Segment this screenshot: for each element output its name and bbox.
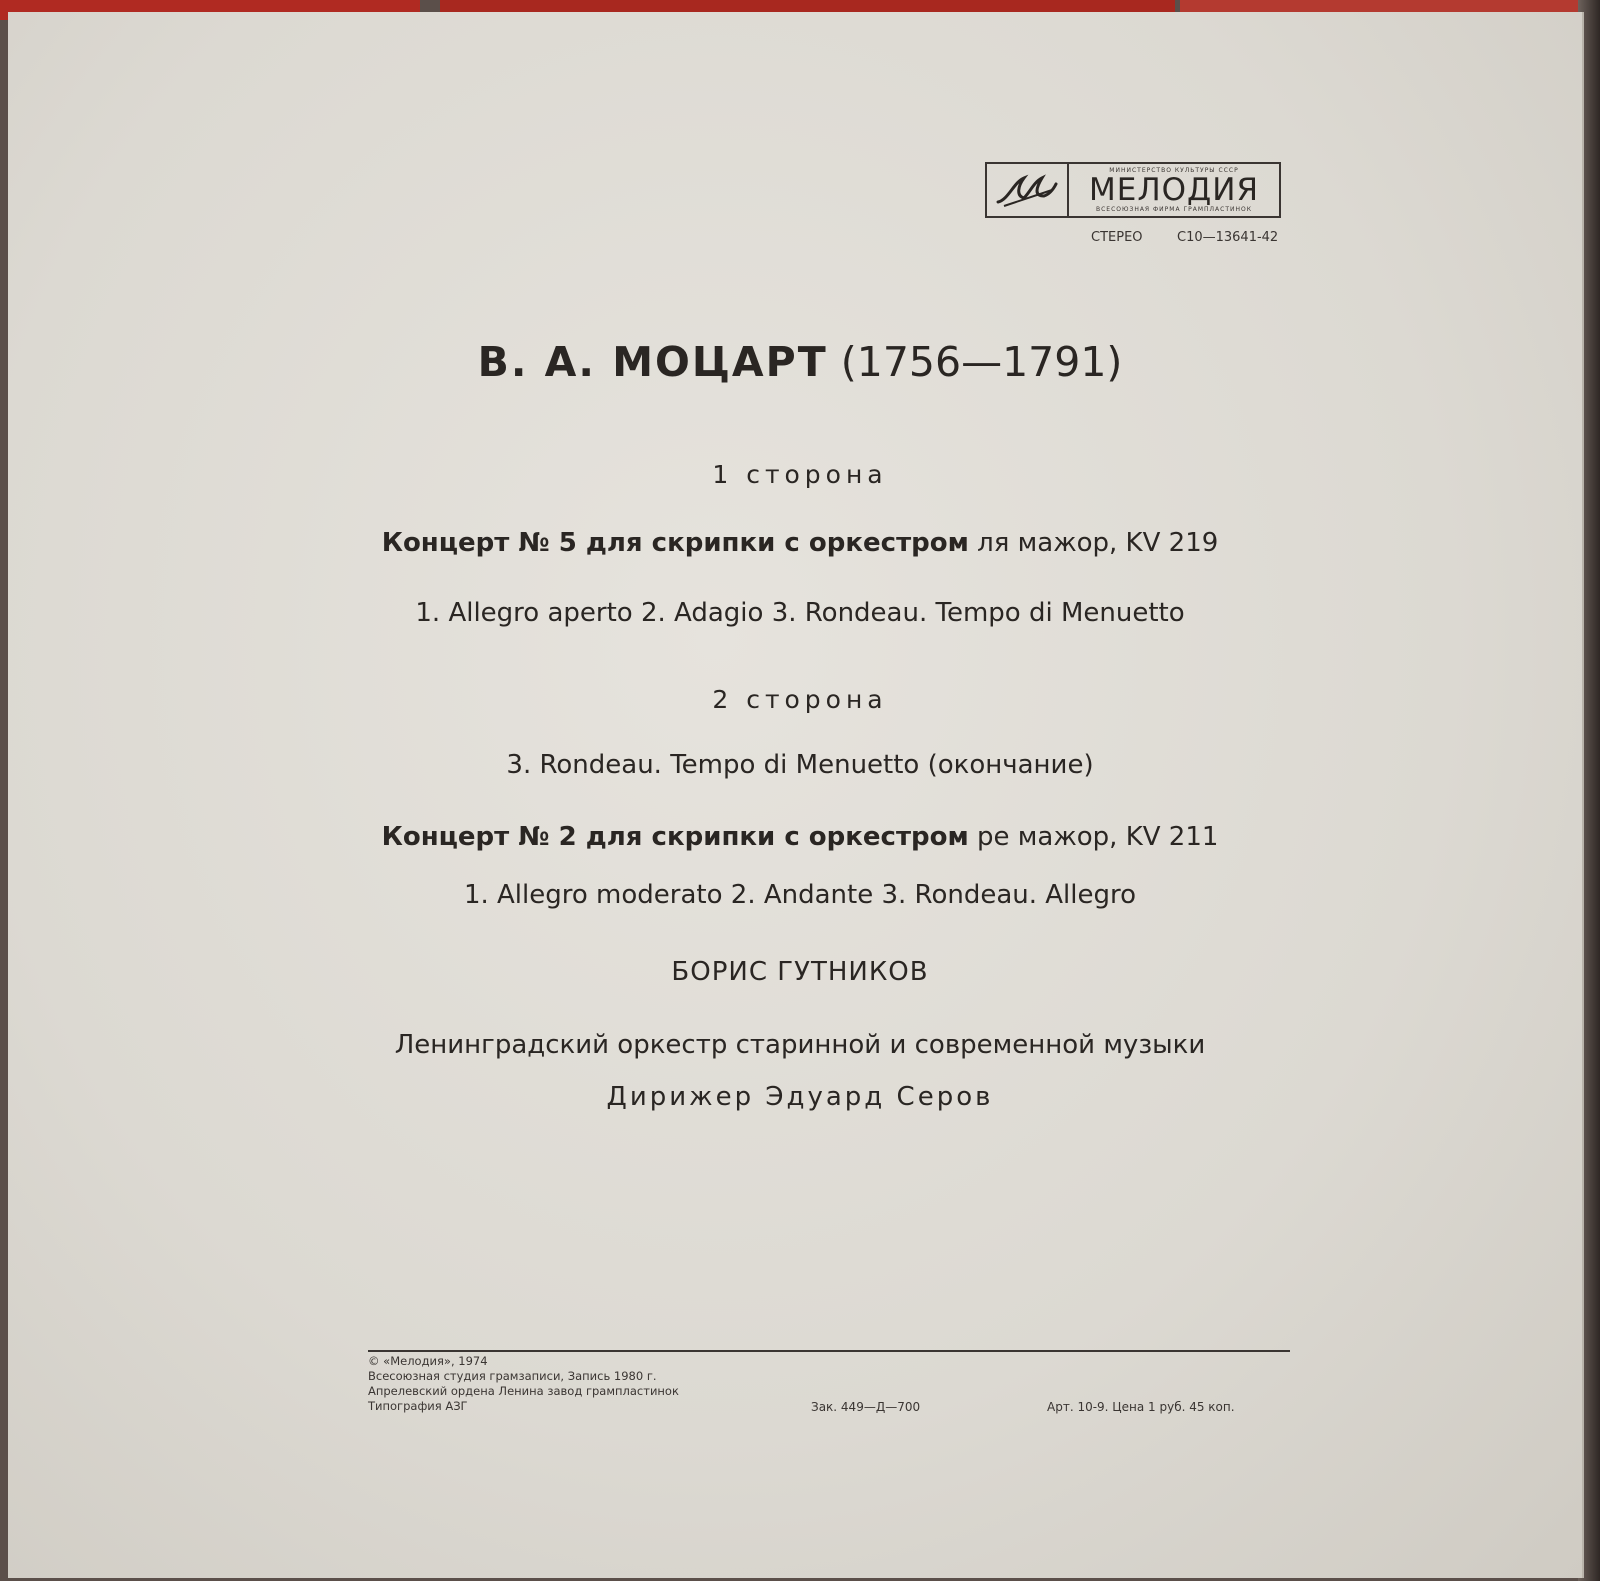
record-sleeve-back xyxy=(8,12,1584,1578)
side1-concerto-key: ля мажор, KV 219 xyxy=(968,528,1219,558)
side1-concerto xyxy=(0,528,1600,558)
orchestra-name: Ленинградский оркестр старинной и современной музыки xyxy=(394,1030,1206,1060)
side2-concerto-title: Концерт № 2 для скрипки с оркестром xyxy=(381,822,969,852)
side2-concerto xyxy=(0,822,1600,852)
melodiya-emblem-icon xyxy=(987,164,1069,216)
copyright-text: © «Мелодия», 1974 xyxy=(368,1354,488,1368)
conductor-name: Дирижер Эдуард Серов xyxy=(606,1082,994,1112)
studio-text: Всесоюзная студия грамзаписи, Запись 1980 г. xyxy=(368,1369,657,1383)
melodiya-logo xyxy=(985,162,1281,218)
footer-divider xyxy=(368,1350,1290,1352)
stereo-label: СТЕРЕО xyxy=(1091,230,1143,245)
price-text: Арт. 10-9. Цена 1 руб. 45 коп. xyxy=(1047,1400,1235,1414)
catalog-number: С10—13641-42 xyxy=(1177,230,1279,245)
side2-continuation: 3. Rondeau. Tempo di Menuetto (окончание) xyxy=(506,750,1094,780)
side1-heading: 1 сторона xyxy=(712,460,888,489)
logo-firm-text: ВСЕСОЮЗНАЯ ФИРМА ГРАМПЛАСТИНОК xyxy=(1095,206,1252,213)
logo-ministry-text: МИНИСТЕРСТВО КУЛЬТУРЫ СССР xyxy=(1109,167,1239,174)
footer-credits xyxy=(368,1354,679,1414)
side2-heading: 2 сторона xyxy=(712,685,888,714)
composer-name: В. А. МОЦАРТ xyxy=(477,338,828,386)
side2-concerto-key: ре мажор, KV 211 xyxy=(968,822,1219,852)
side2-movements: 1. Allegro moderato 2. Andante 3. Rondeau. Allegro xyxy=(463,880,1137,910)
plant-text: Апрелевский ордена Ленина завод грампластинок xyxy=(368,1384,679,1398)
page-title xyxy=(0,338,1600,386)
printing-text: Типография АЗГ xyxy=(368,1399,468,1413)
order-number: Зак. 449—Д—700 xyxy=(811,1400,921,1414)
side1-movements: 1. Allegro aperto 2. Adagio 3. Rondeau. Tempo di Menuetto xyxy=(415,598,1185,628)
soloist-name: БОРИС ГУТНИКОВ xyxy=(671,957,929,987)
logo-name: МЕЛОДИЯ xyxy=(1089,172,1259,208)
composer-years: (1756—1791) xyxy=(840,338,1123,386)
side1-concerto-title: Концерт № 5 для скрипки с оркестром xyxy=(381,528,969,558)
